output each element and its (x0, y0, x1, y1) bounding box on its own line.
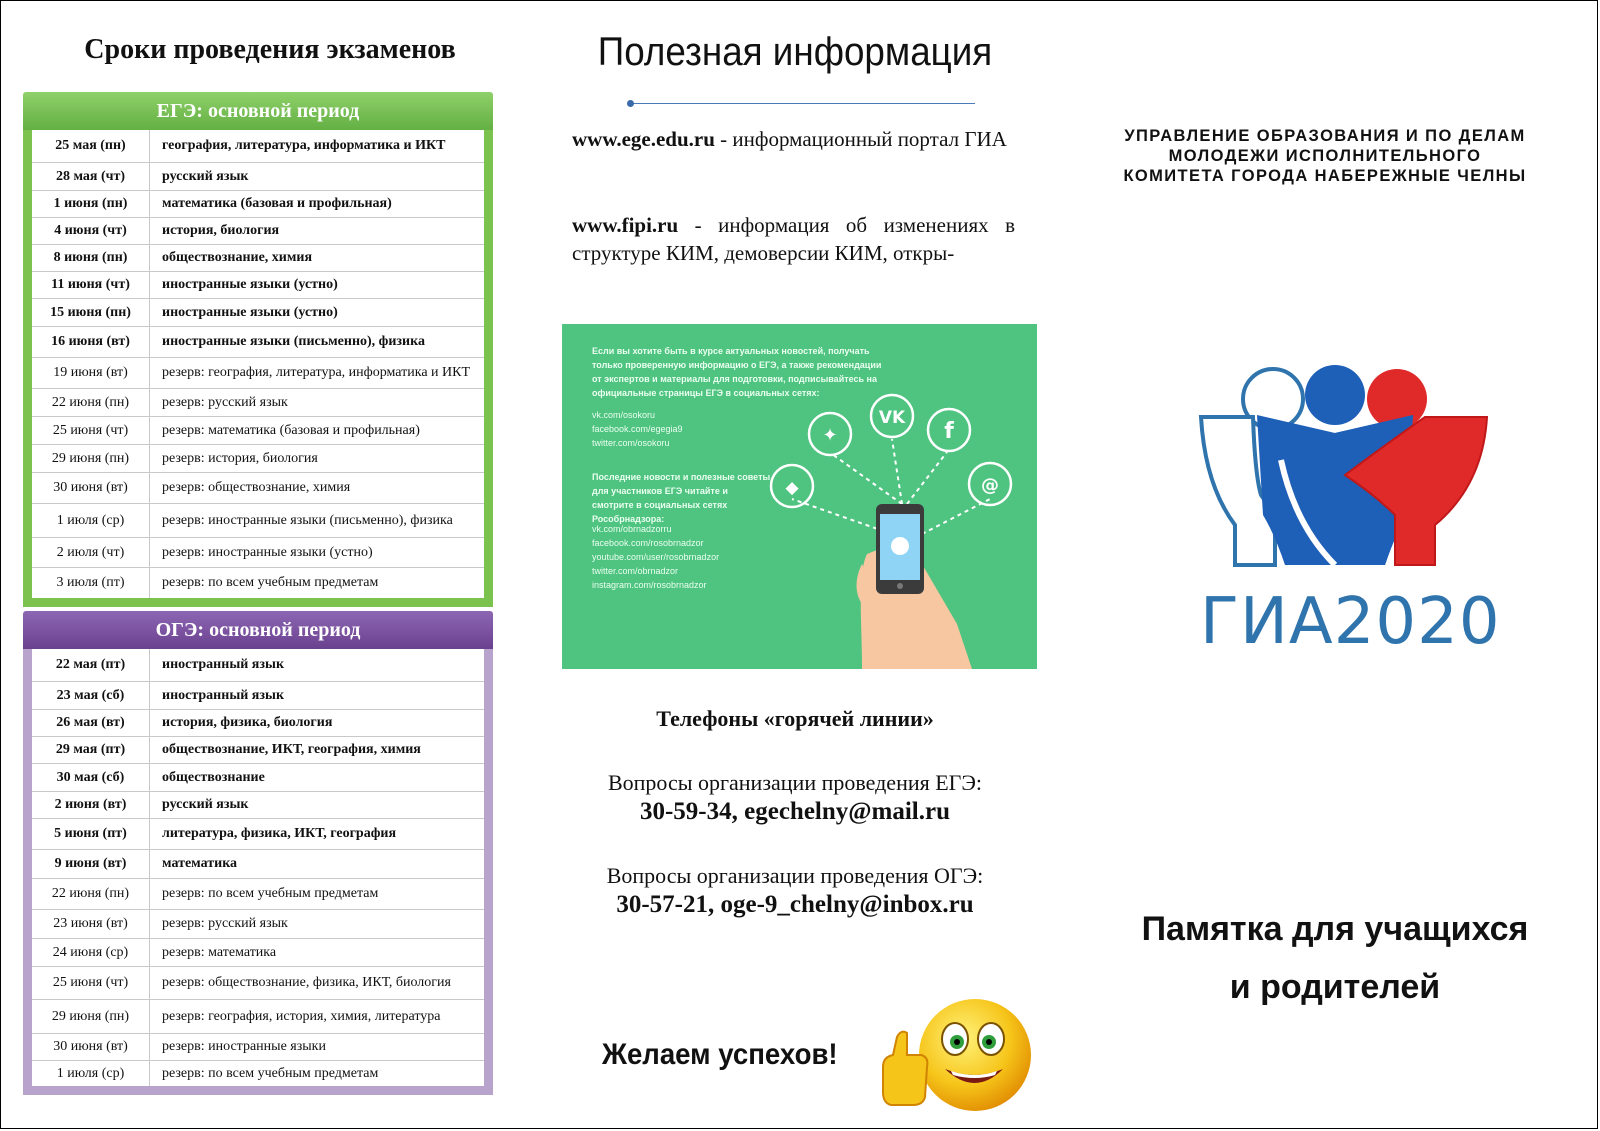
exam-subjects: иностранный язык (162, 687, 285, 703)
svg-text:✦: ✦ (822, 425, 838, 446)
oge-table-row (32, 1000, 484, 1034)
exam-subjects: иностранные языки (устно) (162, 277, 338, 292)
exam-date: 22 июня (пн) (32, 389, 150, 416)
exam-subjects: резерв: русский язык (162, 916, 288, 931)
hotline-title: Телефоны «горячей линии» (656, 706, 934, 731)
exam-date: 25 июня (чт) (32, 967, 150, 999)
info-ege-portal (572, 125, 1015, 153)
oge-table-row (32, 939, 484, 967)
exam-date: 30 июня (вт) (32, 473, 150, 503)
oge-table-row (32, 879, 484, 910)
oge-table-row (32, 910, 484, 939)
exam-subjects: резерв: история, биология (162, 450, 318, 466)
ege-table-body (23, 130, 493, 607)
oge-table-row (32, 764, 484, 792)
exam-subjects: обществознание (162, 769, 265, 785)
ege-question-label: Вопросы организации проведения ЕГЭ: (607, 770, 983, 795)
oge-table-row (32, 967, 484, 1000)
exam-subjects: обществознание, ИКТ, география, химия (162, 742, 421, 757)
link-ege-edu[interactable]: www.ege.edu.ru (572, 127, 715, 151)
exam-date: 22 мая (пт) (32, 649, 150, 681)
exam-subjects: иностранный язык (162, 657, 285, 672)
exam-date: 29 июня (пн) (32, 445, 150, 472)
banner-link: twitter.com/osokoru (592, 438, 670, 448)
exam-date: 29 мая (пт) (32, 737, 150, 763)
ege-table-row (32, 218, 484, 245)
exam-date: 19 июня (вт) (32, 358, 150, 388)
exam-subjects: литература, физика, ИКТ, география (162, 826, 397, 841)
ege-table-row (32, 417, 484, 445)
gia-logo-icon (1195, 365, 1495, 585)
exam-subjects: резерв: по всем учебным предметам (162, 886, 379, 901)
ege-table-row (32, 538, 484, 568)
exam-subjects: резерв: русский язык (162, 394, 288, 410)
exam-subjects: резерв: математика (базовая и профильная) (162, 422, 420, 438)
phone-illustration (562, 324, 1037, 669)
exam-date: 30 мая (сб) (32, 764, 150, 791)
memo-title-line-2: и родителей (1229, 968, 1441, 1006)
oge-table-row (32, 850, 484, 879)
exam-date: 15 июня (пн) (32, 299, 150, 326)
social-media-banner (562, 324, 1037, 669)
exam-subjects: резерв: иностранные языки (письменно), физика (162, 512, 453, 528)
exam-subjects: резерв: география, история, химия, литература (162, 1008, 441, 1024)
exam-subjects: резерв: по всем учебным предметам (162, 575, 379, 590)
exam-date: 2 июня (вт) (32, 792, 150, 818)
exam-date: 11 июня (чт) (32, 272, 150, 298)
exam-date: 24 июня (ср) (32, 939, 150, 966)
svg-text:◆: ◆ (785, 478, 799, 498)
oge-table-row (32, 1061, 484, 1086)
exam-date: 4 июня (чт) (32, 218, 150, 244)
banner-link: vk.com/osokoru (592, 410, 656, 420)
exam-date: 16 июня (вт) (32, 327, 150, 357)
oge-table-body (23, 649, 493, 1095)
svg-text:@: @ (981, 475, 999, 496)
oge-table-row (32, 710, 484, 737)
exam-subjects: история, физика, биология (162, 715, 333, 730)
banner-link: youtube.com/user/rosobrnadzor (592, 552, 720, 562)
exam-subjects: история, биология (162, 223, 280, 238)
exam-subjects: резерв: по всем учебным предметам (162, 1065, 379, 1081)
ege-contact[interactable]: 30-59-34, egechelny@mail.ru (639, 798, 950, 825)
ege-table-header: ЕГЭ: основной период (23, 92, 493, 130)
exam-subjects: русский язык (162, 168, 249, 184)
oge-table-row (32, 649, 484, 682)
exam-date: 22 июня (пн) (32, 879, 150, 909)
exam-date: 26 мая (вт) (32, 710, 150, 736)
ege-table-row (32, 358, 484, 389)
exam-subjects: география, литература, информатика и ИКТ (162, 138, 446, 153)
exam-date: 2 июля (чт) (32, 538, 150, 567)
oge-table-row (32, 682, 484, 710)
exam-date: 3 июля (пт) (32, 568, 150, 598)
svg-text:VK: VK (878, 408, 906, 428)
ege-table-row (32, 245, 484, 272)
exam-subjects: резерв: иностранные языки (162, 1039, 326, 1054)
ege-table-row (32, 299, 484, 327)
banner-link: twitter.com/obrnadzor (592, 566, 679, 576)
exam-subjects: резерв: иностранные языки (устно) (162, 544, 373, 560)
exam-date: 23 июня (вт) (32, 910, 150, 938)
oge-table-row (32, 792, 484, 819)
ege-table-row (32, 389, 484, 417)
banner-link: instagram.com/rosobrnadzor (592, 580, 707, 590)
oge-table-row (32, 1034, 484, 1061)
exam-date: 1 июля (ср) (32, 504, 150, 537)
oge-contact[interactable]: 30-57-21, oge-9_chelny@inbox.ru (616, 891, 974, 918)
exam-date: 5 июня (пт) (32, 819, 150, 849)
exam-date: 8 июня (пн) (32, 245, 150, 271)
ege-table-row (32, 191, 484, 218)
title-divider (630, 103, 975, 104)
exam-subjects: русский язык (162, 797, 249, 812)
exam-date: 9 июня (вт) (32, 850, 150, 878)
info-fipi-text: - информация об изменениях в структуре КИМ, демоверсии КИМ, откры- (572, 213, 1015, 265)
info-ege-text: - информационный портал ГИА (714, 127, 1007, 151)
exam-date: 28 мая (чт) (32, 163, 150, 190)
exam-subjects: обществознание, химия (162, 250, 313, 265)
banner-intro-2: Последние новости и полезные советы для участников ЕГЭ читайте и смотрите в социальных сетях Рособрнадзора: (592, 472, 771, 524)
oge-question-label: Вопросы организации проведения ОГЭ: (606, 863, 984, 888)
exam-date: 1 июля (ср) (32, 1061, 150, 1086)
exam-subjects: иностранные языки (устно) (162, 304, 338, 320)
svg-text:f: f (944, 419, 954, 444)
banner-intro: Если вы хотите быть в курсе актуальных новостей, получать только проверенную информацию о ЕГЭ, а также рекомендации от экспертов и материалы для подготовки, подписывайтесь на официальные страницы ЕГЭ в социальных сетях: (592, 346, 882, 398)
oge-schedule-table (23, 611, 493, 1095)
ege-table-row (32, 130, 484, 163)
exam-subjects: резерв: обществознание, физика, ИКТ, биология (162, 975, 451, 990)
ege-table-row (32, 327, 484, 358)
ege-table-row (32, 272, 484, 299)
oge-table-row (32, 819, 484, 850)
ege-table-row (32, 568, 484, 598)
ege-table-row (32, 504, 484, 538)
organization-name: УПРАВЛЕНИЕ ОБРАЗОВАНИЯ И ПО ДЕЛАМ МОЛОДЕЖИ ИСПОЛНИТЕЛЬНОГО КОМИТЕТА ГОРОДА НАБЕРЕЖНЫЕ ЧЕЛНЫ (1123, 127, 1527, 185)
exam-date: 25 мая (пн) (32, 130, 150, 162)
exam-subjects: резерв: обществознание, химия (162, 480, 351, 495)
ege-schedule-table (23, 92, 493, 607)
exam-subjects: резерв: математика (162, 944, 277, 960)
exam-subjects: математика (162, 856, 238, 871)
gia-2020-logo-text: ГИА2020 (1200, 585, 1501, 659)
memo-title-line-1: Памятка для учащихся (1141, 910, 1529, 948)
exam-date: 30 июня (вт) (32, 1034, 150, 1060)
exam-date: 23 мая (сб) (32, 682, 150, 709)
exam-subjects: иностранные языки (письменно), физика (162, 334, 425, 349)
banner-link: facebook.com/rosobrnadzor (592, 538, 704, 548)
exam-date: 1 июня (пн) (32, 191, 150, 217)
exam-subjects: резерв: география, литература, информатика и ИКТ (162, 365, 471, 380)
info-fipi (572, 211, 1015, 267)
exam-subjects: математика (базовая и профильная) (162, 196, 392, 211)
banner-link: vk.com/obrnadzorru (592, 524, 672, 534)
divider-dot (627, 100, 634, 107)
schedule-title: Сроки проведения экзаменов (84, 34, 456, 65)
oge-table-row (32, 737, 484, 764)
smiley-thumbs-up-icon (875, 997, 1045, 1115)
ege-table-row (32, 445, 484, 473)
useful-info-title: Полезная информация (597, 30, 993, 74)
good-luck-text: Желаем успехов! (602, 1038, 838, 1071)
exam-date: 29 июня (пн) (32, 1000, 150, 1033)
ege-table-row (32, 473, 484, 504)
banner-link: facebook.com/egegia9 (592, 424, 683, 434)
link-fipi[interactable]: www.fipi.ru (572, 213, 679, 237)
ege-table-row (32, 163, 484, 191)
exam-date: 25 июня (чт) (32, 417, 150, 444)
oge-table-header: ОГЭ: основной период (23, 611, 493, 649)
